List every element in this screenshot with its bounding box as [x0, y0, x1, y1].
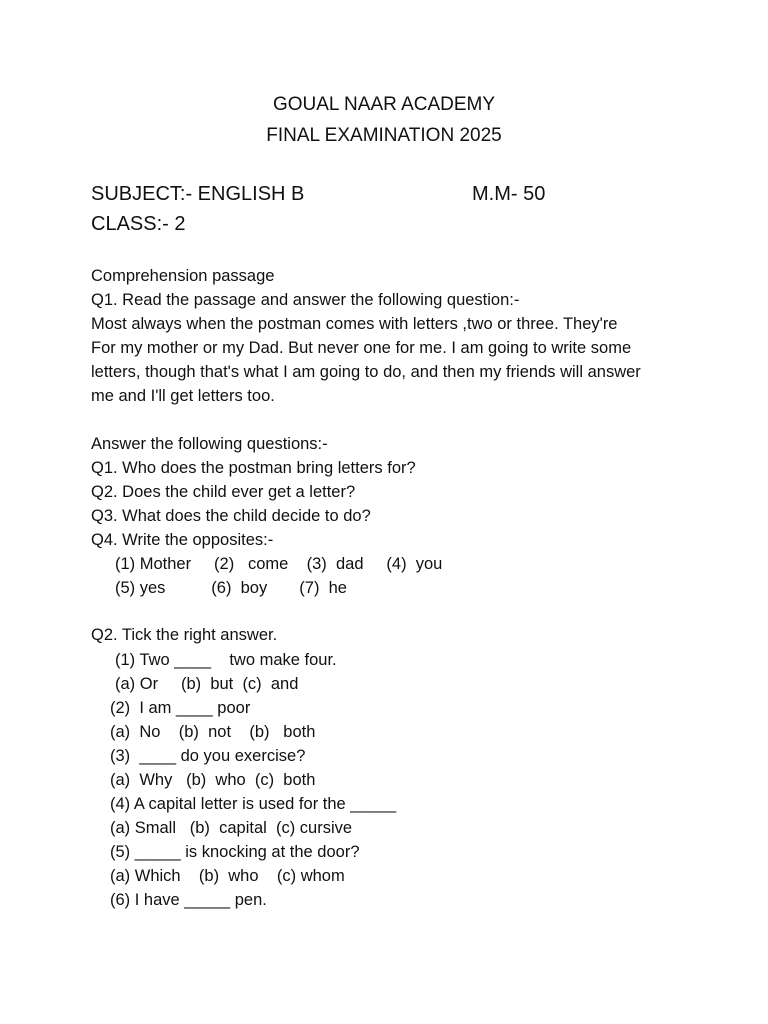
question-item: Q4. Write the opposites:- [91, 531, 274, 549]
questions-heading: Answer the following questions:- [91, 435, 328, 453]
passage-line: letters, though that's what I am going to do, and then my friends will answer [91, 363, 641, 381]
class-label: CLASS:- 2 [91, 213, 186, 235]
passage-line: Most always when the postman comes with letters ,two or three. They're [91, 315, 618, 333]
question-item: Q3. What does the child decide to do? [91, 507, 371, 525]
tick-line: (1) Two ____ two make four. [115, 651, 337, 669]
school-name: GOUAL NAAR ACADEMY [272, 94, 496, 115]
opposites-row: (5) yes (6) boy (7) he [115, 579, 347, 597]
q1-instruction: Q1. Read the passage and answer the following question:- [91, 291, 520, 309]
tick-line: (a) Which (b) who (c) whom [110, 867, 345, 885]
tick-line: (a) Why (b) who (c) both [110, 771, 316, 789]
subject-label: SUBJECT:- ENGLISH B [91, 183, 305, 205]
tick-line: (2) I am ____ poor [110, 699, 251, 717]
section-title-comprehension: Comprehension passage [91, 267, 275, 285]
tick-line: (3) ____ do you exercise? [110, 747, 306, 765]
passage-line: me and I'll get letters too. [91, 387, 275, 405]
tick-line: (a) Small (b) capital (c) cursive [110, 819, 353, 837]
tick-line: (4) A capital letter is used for the _____ [110, 795, 397, 813]
max-marks: M.M- 50 [472, 183, 546, 205]
tick-line: (a) No (b) not (b) both [110, 723, 316, 741]
section-title-tick: Q2. Tick the right answer. [91, 626, 278, 644]
opposites-row: (1) Mother (2) come (3) dad (4) you [115, 555, 443, 573]
passage-line: For my mother or my Dad. But never one for me. I am going to write some [91, 339, 632, 357]
tick-line: (6) I have _____ pen. [110, 891, 267, 909]
question-item: Q1. Who does the postman bring letters for? [91, 459, 416, 477]
question-item: Q2. Does the child ever get a letter? [91, 483, 356, 501]
tick-line: (5) _____ is knocking at the door? [110, 843, 360, 861]
tick-line: (a) Or (b) but (c) and [115, 675, 299, 693]
exam-title: FINAL EXAMINATION 2025 [266, 125, 502, 146]
